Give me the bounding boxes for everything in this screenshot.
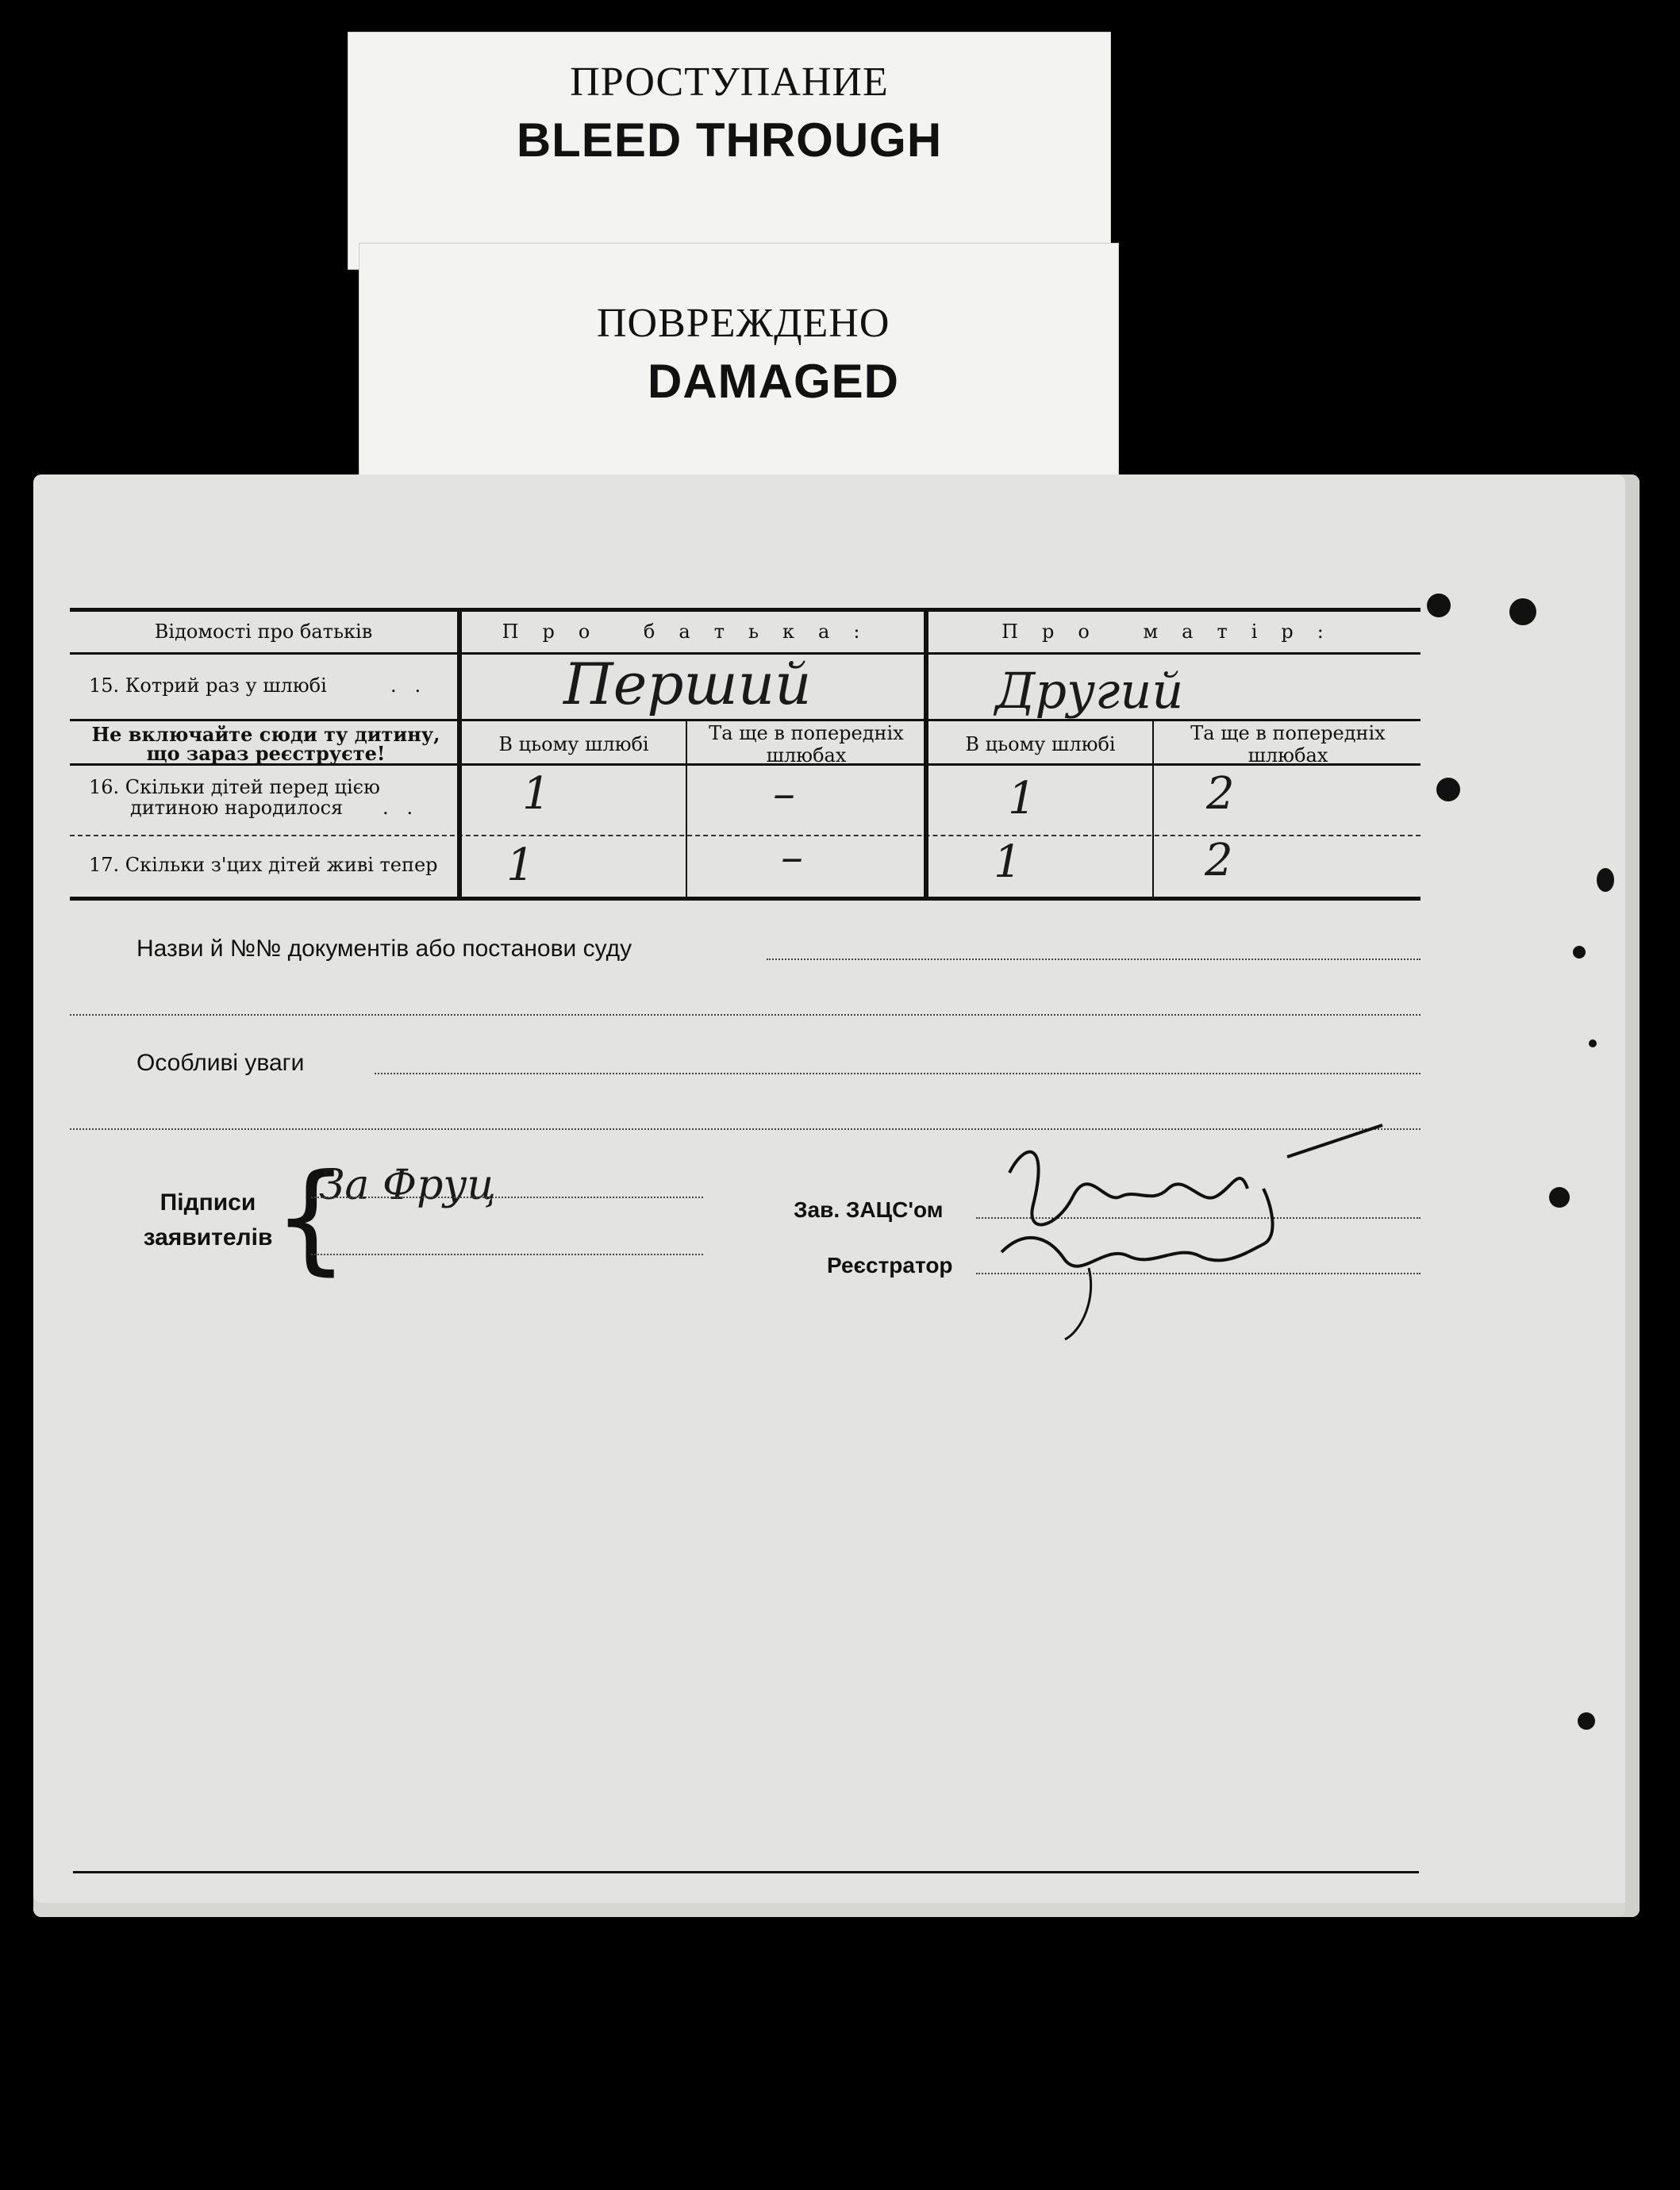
bleed-through-label-en: BLEED THROUGH <box>516 113 943 167</box>
row15-leader-dots: . . <box>390 674 421 697</box>
damaged-label-ru: ПОВРЕЖДЕНО <box>597 301 890 346</box>
notes-field-line-1 <box>375 1073 1421 1074</box>
row16-mother-prev-value: 2 <box>1206 768 1235 820</box>
row16-father-prev-value: – <box>773 768 795 820</box>
row15-bottom-rule <box>70 719 1421 721</box>
applicant-signature-line-2 <box>311 1254 703 1255</box>
applicant-signature-line-1 <box>311 1197 703 1198</box>
registrar-label: Реєстратор <box>827 1253 953 1278</box>
header-parents-info: Відомості про батьків <box>154 620 373 643</box>
row16-leader-dots: . . <box>383 797 413 819</box>
table-bottom-rule <box>70 897 1421 901</box>
row16-father-this-value: 1 <box>522 768 551 820</box>
documents-field-line-2 <box>70 1014 1421 1016</box>
bleed-through-label-card <box>348 32 1111 270</box>
birth-record-form-sheet <box>33 474 1640 1917</box>
applicant-signatures-label-line1: Підписи <box>160 1189 256 1216</box>
punch-hole <box>1509 598 1536 625</box>
row17-father-prev-value: – <box>781 832 803 883</box>
mother-col-this-marriage: В цьому шлюбі <box>965 733 1116 755</box>
exclude-child-note-line2: що зараз реєструєте! <box>146 742 386 765</box>
documents-field-line-1 <box>767 959 1421 960</box>
row17-father-this-value: 1 <box>506 840 535 891</box>
punch-hole <box>1589 1039 1597 1047</box>
punch-hole <box>1427 594 1451 617</box>
row15-mother-handwritten: Другий <box>995 662 1184 720</box>
father-subcol-divider <box>686 721 687 897</box>
official-signature-drawing <box>978 1109 1390 1347</box>
row16-mother-this-value: 1 <box>1008 773 1036 824</box>
sheet-bottom-rule <box>73 1871 1419 1873</box>
punch-hole <box>1436 778 1460 801</box>
header-about-mother: Про матір: <box>1001 620 1347 643</box>
father-col-prev-marriages: Та ще в попередніх шлюбах <box>709 722 904 766</box>
mother-subcol-divider <box>1152 721 1154 897</box>
mother-col-prev-marriages: Та ще в попередніх шлюбах <box>1190 722 1386 766</box>
row17-mother-prev-value: 2 <box>1205 835 1233 886</box>
row17-mother-this-value: 1 <box>994 836 1022 888</box>
row15-label: 15. Котрий раз у шлюбі <box>89 674 327 697</box>
table-top-rule <box>70 608 1421 612</box>
documents-label: Назви й №№ документів або постанови суду <box>136 936 632 962</box>
father-col-this-marriage: В цьому шлюбі <box>498 733 649 755</box>
applicant-signature-handwritten: За Фруц <box>319 1162 496 1209</box>
signatures-bracket: { <box>273 1149 349 1287</box>
bleed-through-label-ru: ПРОСТУПАНИЕ <box>570 60 889 105</box>
exclude-child-note-line1: Не включайте сюди ту дитину, <box>91 723 440 746</box>
notes-label: Особливі уваги <box>136 1050 305 1076</box>
header-about-father: Про батька: <box>502 620 884 643</box>
row16-label-line2: дитиною народилося <box>130 797 344 819</box>
damaged-label-card <box>359 243 1119 481</box>
row16-label-line1: 16. Скільки дітей перед цією <box>89 776 380 798</box>
head-zags-label: Зав. ЗАЦС'ом <box>794 1197 944 1222</box>
punch-hole <box>1597 868 1614 892</box>
punch-hole <box>1549 1187 1570 1208</box>
punch-hole <box>1578 1712 1595 1730</box>
damaged-label-en: DAMAGED <box>648 355 899 408</box>
row17-label: 17. Скільки з'цих дітей живі тепер <box>89 854 438 876</box>
punch-hole <box>1573 946 1586 959</box>
row15-father-handwritten: Перший <box>563 651 812 717</box>
applicant-signatures-label-line2: заявителів <box>143 1224 273 1251</box>
